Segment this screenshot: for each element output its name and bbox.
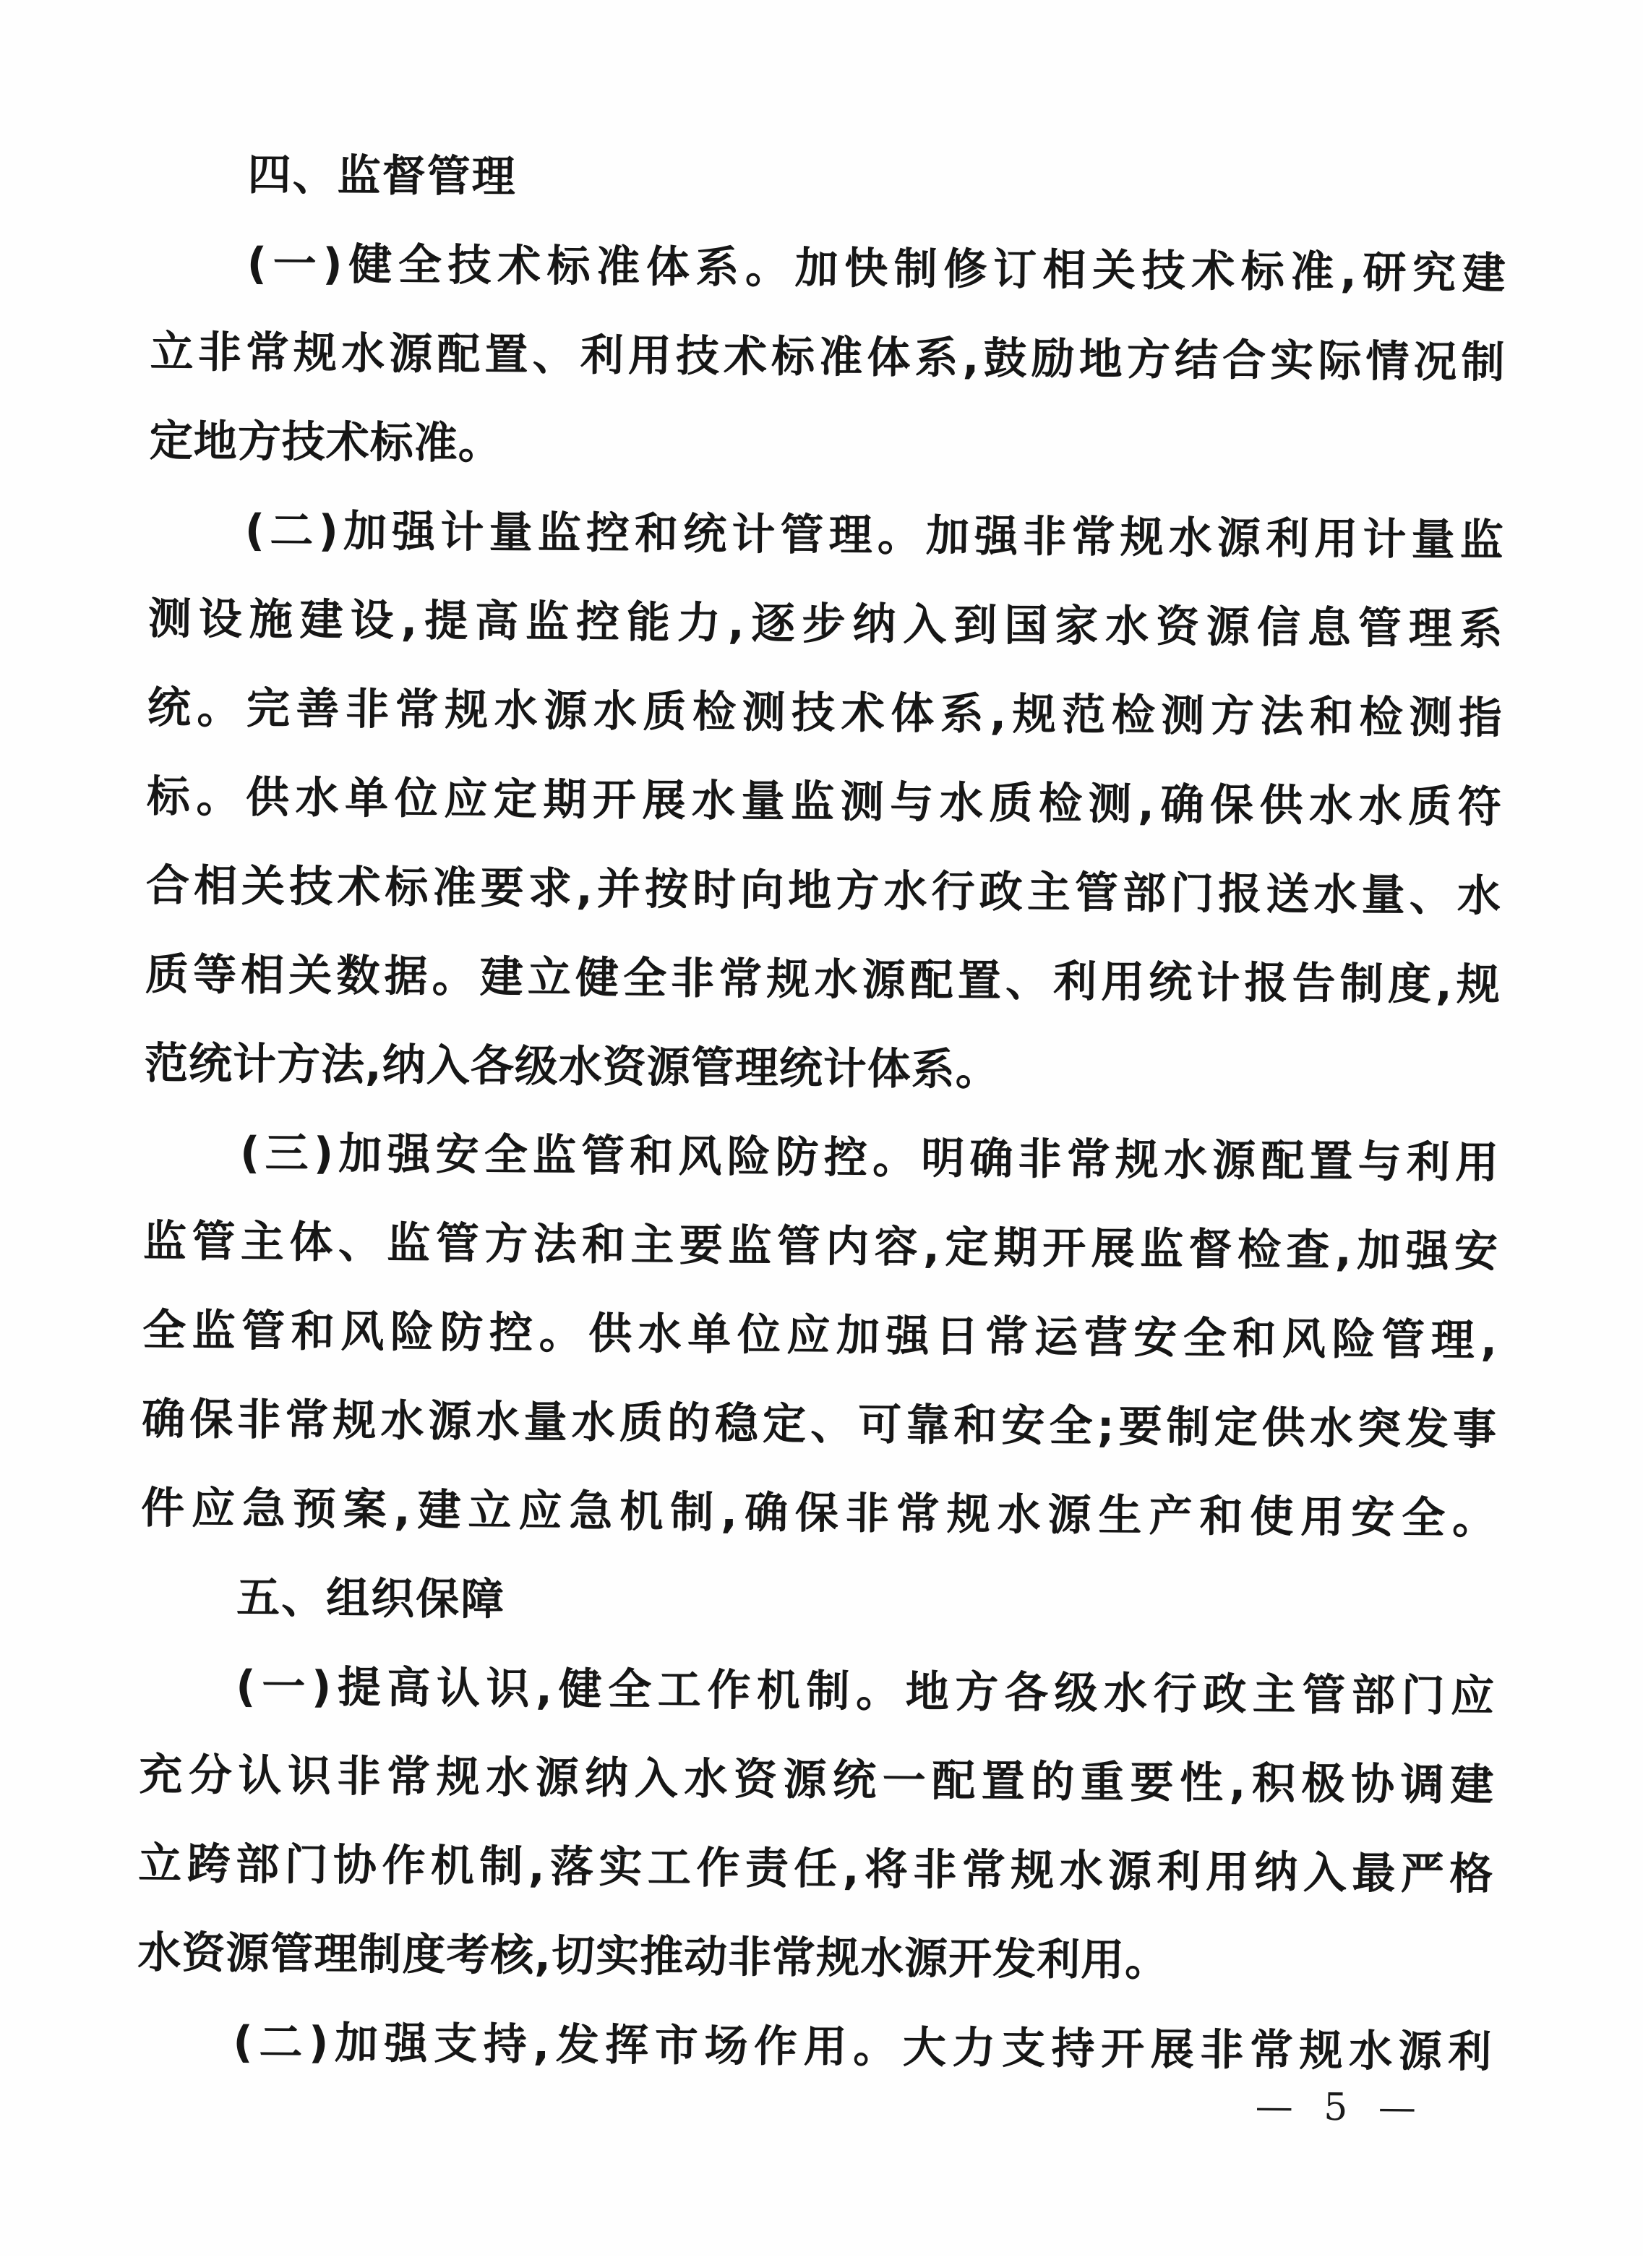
paragraph-line: (一)提高认识,健全工作机制。地方各级水行政主管部门应: [235, 1661, 1496, 1722]
paragraph-line: (一)健全技术标准体系。加快制修订相关技术标准,研究建: [246, 239, 1506, 299]
paragraph-line: (二)加强计量监控和统计管理。加强非常规水源利用计量监: [244, 505, 1505, 566]
paragraph-line: 件应急预案,建立应急机制,确保非常规水源生产和使用安全。: [140, 1482, 1497, 1544]
paragraph-line: 确保非常规水源水量水质的稳定、可靠和安全;要制定供水突发事: [141, 1393, 1498, 1455]
paragraph-line: 监管主体、监管方法和主要监管内容,定期开展监督检查,加强安: [142, 1215, 1499, 1278]
paragraph-line: (二)加强支持,发挥市场作用。大力支持开展非常规水源利: [233, 2016, 1493, 2078]
paragraph-line: 范统计方法,纳入各级水资源管理统计体系。: [144, 1037, 1000, 1096]
paragraph-line: 统。完善非常规水源水质检测技术体系,规范检测方法和检测指: [147, 682, 1503, 744]
paragraph-line: 全监管和风险防控。供水单位应加强日常运营安全和风险管理,: [142, 1304, 1498, 1366]
text-block: [137, 130, 1507, 2097]
paragraph-line: 立跨部门协作机制,落实工作责任,将非常规水源利用纳入最严格: [138, 1838, 1494, 1900]
section-heading-organizational-guarantee: 五、组织保障: [236, 1572, 506, 1625]
paragraph-line: (三)加强安全监管和风险防控。明确非常规水源配置与利用: [239, 1128, 1500, 1189]
paragraph-line: 充分认识非常规水源纳入水资源统一配置的重要性,积极协调建: [139, 1749, 1495, 1811]
paragraph-line: 测设施建设,提高监控能力,逐步纳入到国家水资源信息管理系: [147, 593, 1504, 655]
page-number: — 5 —: [1255, 2085, 1418, 2130]
paragraph-line: 质等相关数据。建立健全非常规水源配置、利用统计报告制度,规: [145, 949, 1501, 1011]
paragraph-line: 水资源管理制度考核,切实推动非常规水源开发利用。: [137, 1927, 1170, 1987]
paragraph-line: 标。供水单位应定期开展水量监测与水质检测,确保供水水质符: [146, 771, 1503, 833]
paragraph-line: 合相关技术标准要求,并按时向地方水行政主管部门报送水量、水: [145, 860, 1502, 922]
paragraph-line: 立非常规水源配置、利用技术标准体系,鼓励地方结合实际情况制: [150, 326, 1506, 388]
paragraph-line: 定地方技术标准。: [149, 415, 503, 469]
section-heading-supervision-management: 四、监督管理: [247, 150, 517, 202]
